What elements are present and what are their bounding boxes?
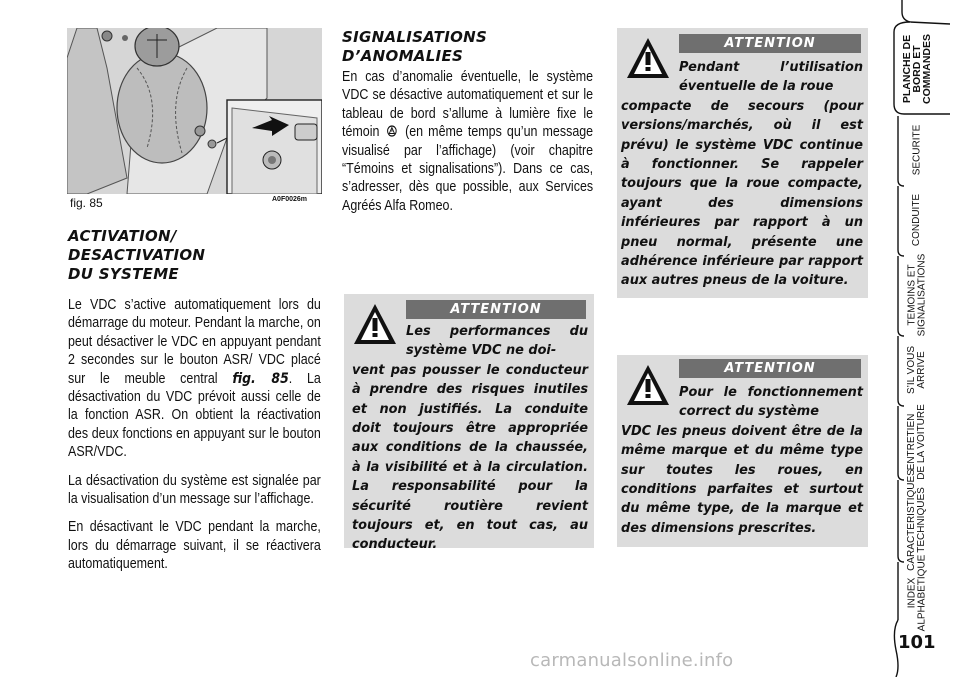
activation-paragraph-1 [68,296,321,462]
tab-label: TEMOINS ET SIGNALISATIONS [906,253,927,337]
tab-label: CARACTERISTIQUES TECHNIQUES [906,469,927,571]
tab-label: SECURITE [911,124,922,176]
tab-label: ENTRETIEN DE LA VOITURE [906,404,928,480]
figure-85-image [67,28,322,194]
attention-body: compacte de secours (pour versions/marchés, où il est prévu) le système VDC continue à fonctionner. Se rappeler toujours que la roue compacte, ayant des dimensions inférieures par rapport à un pneu normal, présente une adhérence inférieure par rapport aux autres pneus de la voiture. [621,98,863,289]
tab-label: S’IL VOUS ARRIVE [905,346,927,394]
attention-label: ATTENTION [679,34,861,53]
figure-caption: fig. 85 [70,196,103,210]
figure-code: A0F0026m [272,196,308,203]
tab-securite[interactable] [884,118,950,182]
attention-box [617,355,868,547]
tab-conduite[interactable] [884,188,950,252]
anomalies-text: En cas d’anomalie éventuelle, le système VDC se désactive automatiquement et sur le tableau de bord s’allume à lumière fixe le témoin [342,69,594,141]
activation-title-line: ACTIVATION/ [68,227,177,245]
tab-label: PLANCHE DE BORD ET COMMANDES [901,34,933,104]
anomalies-body [342,68,593,225]
activation-p1-text-end: . La désactivation du VDC prévoit aussi celle de la fonction ASR. On obtient la réactivation des deux fonctions en appuyant sur le bouton ASR/VDC. [68,370,321,461]
figure-reference: fig. 85 [232,370,289,387]
anomalies-title [342,28,542,66]
tab-index[interactable] [884,554,950,632]
activation-paragraph-3: En désactivant le VDC pendant la marche, lors du démarrage suivant, il se réactivera automatiquement. [68,519,321,573]
activation-title-line: DESACTIVATION [68,246,206,264]
anomalies-paragraph [342,68,593,215]
tab-entretien[interactable] [884,404,950,480]
anomalies-text-end: (en même temps qu’un message visualisé par l’affichage) (voir chapitre “Témoins et signalisations”). Dans ce cas, s’adresser, dès que possible, aux Services Agréés Alfa Romeo. [342,124,594,214]
anomalies-title-line: SIGNALISATIONS [342,28,488,46]
attention-box [344,294,594,553]
attention-text [352,322,588,555]
attention-box [617,28,868,298]
tab-sil-vous-arrive[interactable] [884,338,950,402]
attention-body: vent pas pousser le conducteur à prendre des risques inutiles et non justifiés. La conduite doit toujours être appropriée aux conditions de la chaussée, à la visibilité et à la circulation. La responsabilité pour la sécurité routière revient toujours et, en tout cas, au conducteur. [352,362,588,553]
tab-temoins[interactable] [884,253,950,337]
tab-label: INDEX ALPHABETIQUE [906,554,928,632]
activation-title [68,227,238,284]
tab-label: CONDUITE [910,193,922,247]
activation-paragraph-2: La désactivation du système est signalée par la visualisation d’un message sur l’affichage. [68,472,321,508]
attention-label: ATTENTION [406,300,586,319]
watermark: carmanualsonline.info [530,650,734,671]
attention-text [621,383,863,538]
page-number: 101 [898,632,936,653]
anomalies-title-line: D’ANOMALIES [342,47,464,65]
vdc-warning-icon [387,125,397,137]
attention-lead: Pour le fonctionnement correct du système [679,385,863,420]
attention-label: ATTENTION [679,359,861,378]
attention-body: VDC les pneus doivent être de la même marque et du même type sur toutes les roues, en conditions parfaites et surtout du même type, de la marque et des dimensions prescrites. [621,423,863,536]
activation-body [68,296,321,584]
attention-lead: Les performances du système VDC ne doi- [406,324,588,359]
chapter-tabs [884,0,960,677]
tab-caracteristiques[interactable] [884,469,950,571]
activation-p1-text: Le VDC s’active automatiquement lors du démarrage du moteur. Pendant la marche, on peut désactiver le VDC en appuyant pendant 2 secondes sur le bouton ASR/ VDC placé sur le meuble central [68,297,321,387]
attention-lead: Pendant l’utilisation éventuelle de la roue [679,60,863,95]
tab-planche-de-bord[interactable] [884,26,950,112]
attention-text [621,58,863,291]
activation-title-line: DU SYSTEME [68,265,179,283]
